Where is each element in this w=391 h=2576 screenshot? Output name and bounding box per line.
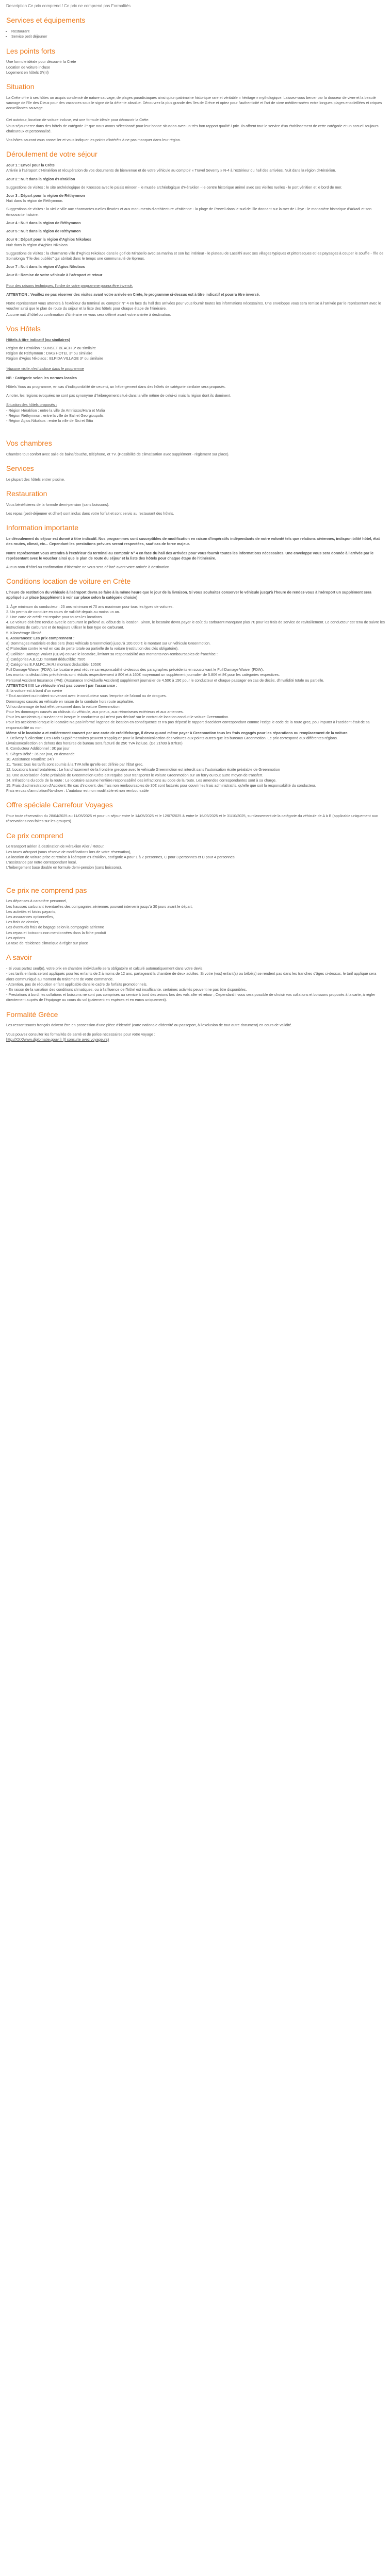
list-item: Full Damage Waiver (FDW): Le locataire peut réduire sa responsabilité ci-dessus des paragraphes précédents en souscrivant le Full Damage Waiver (FDW). <box>6 667 264 672</box>
services2-paragraph: Le plupart des hôtels entrer piscine. <box>6 477 65 482</box>
list-item: La location de voiture prise et remise à l'aéroport d'Héraklion, catégorie A pour 1 à 2 personnes, C pour 3 personnes et D pour 4 personnes. <box>6 854 236 859</box>
list-item: 13. Une autorisation écrite préalable de Greenmotion Crète est requise pour transporter le voiture Greenmotion sur un ferry ou tout autre moyen de transfert. <box>6 772 264 777</box>
list-item: L'assistance par notre correspondant local, <box>6 860 77 865</box>
chambres-paragraph: Chambre tout confort avec salle de bains/douche, téléphone, et TV. (Possibilité de climatisation avec supplément - règlement sur place). <box>6 451 230 456</box>
list-item: - Attention, pas de réduction enfant applicable dans le cadre de forfaits promotionnels. <box>6 981 148 987</box>
list-item: Livraison/collection en dehors des horaires de bureau sera facturé de 25€ TVA incluse. (De 21h00 à 07h30) <box>6 741 183 746</box>
day-head: Jour 8 : Remise de votre véhicule à l'aéroport et retour <box>6 273 103 278</box>
day-head: Jour 2 : Nuit dans la région d'Héraklion <box>6 176 75 181</box>
location-intro: L'heure de restitution du véhicule à l'aéroport devra se faire à la même heure que le jour de la livraison. Si vous souhaitez conserver le véhicule jusqu'à l'heure de rendez-vous à l'aéroport un supplément sera appliqué sur place (supplément à voir sur place selon la catégorie choisie) <box>6 590 371 600</box>
info-paragraph: Aucun nom d'hôtel ou confirmation d'itinéraire ne vous sera délivré avant votre arrivée à destination. <box>6 565 170 570</box>
services-title: Services et équipements <box>6 16 86 25</box>
list-item: Pour les accidents lorsque le locataire n'a pas informé l'agence de location en conséquence et n'a pas déposé le rapport d'accident correspondant comme l'exige le code de la route grec, pou imputer à l'accident était de sa responsabilité ou non. <box>6 720 370 730</box>
list-item: 12. Locations transfrontalières : Le franchissement de la frontière grecque avec le véhicule Greenmotion est interdit sans l'autorisation écrite préalable de Greenmotion <box>6 767 280 772</box>
list-item: Les dépenses à caractère personnel, <box>6 899 68 904</box>
list-item: Région de Héraklion : SUNSET BEACH 3* ou similaire <box>6 345 96 350</box>
day-item <box>6 229 385 234</box>
list-item: Vol ou dommage de tout effet personnel dans la voiture Greenmotion <box>6 704 120 709</box>
list-item: 3. Une carte de crédit est requise pour toutes les locations. <box>6 615 103 620</box>
day-head: Jour 3 : Départ pour la région de Réthymnon <box>6 193 85 198</box>
savoir-title: A savoir <box>6 953 32 962</box>
day-item <box>6 177 385 190</box>
list-item: Les hausses carburant éventuelles des compagnies aériennes pouvant intervenir jusqu'à 30 jours avant le départ, <box>6 904 193 909</box>
list-item: Pour les accidents qui surviennent lorsque le conducteur qui m'est pas déclaré sur le contrat de location conduit le voiture Greenmotion. <box>6 715 230 720</box>
restauration-paragraph: Les repas (petit-déjeuner et dîner) sont inclus dans votre forfait et sont servis au restaurant des hôtels. <box>6 511 174 516</box>
day-text: Arrivée à l'aéroport d'Héraklion et récupération de vos documents de bienvenue et de votre véhicule au comptoir « Travel Seventy » N-4 à l'extérieur du hall des arrivées. Nuit dans la région d'Héraklion. <box>6 168 336 173</box>
hotels-paragraph: A noter, les régions évoquées ne sont pas synonyme d'hébergement situé dans la ville même de celui-ci mais la région dont ils dominent. <box>6 393 232 398</box>
info-title: Information importante <box>6 523 79 532</box>
day-text: Suggestions de visites : la charmante ville d'Aghios Nikolaos dans le golf de Mirabello avec sa marina et son lac intérieur - le plateau de Lassithi avec ses villages typiques et pittoresques et les paysages à couper le souffle - l'île de Spinalonga "l'île des oubliés" qui abritait dans le temps une communauté de lépreux. <box>6 250 384 261</box>
location-title: Conditions location de voiture en Crète <box>6 577 131 586</box>
day-head: Jour 5 : Nuit dans la région de Réthymnon <box>6 229 81 234</box>
day-text: Nuit dans la région d'Aghios Nikolaos. <box>6 242 69 247</box>
necomprend-title: Ce prix ne comprend pas <box>6 886 87 894</box>
hotels-note: *Aucune visite n'est incluse dans le programme <box>6 366 84 371</box>
offre-paragraph: Pour toute réservation du 28/04/2025 au 11/05/2025 et pour un séjour entre le 14/05/2025 et le 12/07/2025 & entre le 16/09/2025 et le 31/10/2025, surclassement de la catégorie du véhicule de A à B (applicable uniquement aux réservations non faites sur les groupes). <box>6 814 378 824</box>
list-item: - Région Héraklion : entre la ville de Amnissos/Hara et Malia <box>6 408 105 413</box>
list-item: - Région Réthymnon : entre la ville de Bali et Georgioupolis <box>6 413 104 418</box>
deroulement-paragraph: Notre représentant vous attendra à l'extérieur du terminal au comptoir N° 4 en face du hall des arrivées pour vous fournir toutes les informations nécessaires. Une enveloppe vous sera remise à l'arrivée par le représentant avec le voucher ainsi que le plan de route du séjour et la liste des hôtels pour chaque étape de l'itinéraire. <box>6 301 381 311</box>
list-item: 15. Frais d'administration d'Accident: En cas d'incident, des frais non remboursables de 30€ sont facturés pour couvrir les frais administratifs, qu'elle que soit la responsabilité du conducteur. <box>6 783 316 788</box>
hotels-list <box>6 346 385 362</box>
situation-paragraph: Vous séjournerez dans des hôtels de catégorie 3* que nous avons sélectionné pour leur bonne situation avec un très bon rapport qualité / prix. Ils offrent tout le service d'un établissement de cette catégorie et un accueil toujours chaleureux et personnalisé. <box>6 123 379 133</box>
list-item: Les options <box>6 935 25 940</box>
list-item: 11. Taxes: tous les tarifs sont soumis à la TVA telle qu'elle est définie par l'État grec. <box>6 762 143 767</box>
day-item <box>6 221 385 226</box>
list-item: - En raison de la variation des conditions climatiques, ou à l'affluence de l'hôtel est insuffisante, certaines activités peuvent ne pas être disponibles. <box>6 987 247 992</box>
list-item: 2. Un permis de conduire en cours de validité depuis au moins un an. <box>6 609 120 614</box>
situation-title: Situation <box>6 82 35 91</box>
savoir-list <box>6 966 385 1003</box>
list-item: 9. Sièges Bébé : 3€ par jour, en demande <box>6 751 75 756</box>
list-item: 5. Kilométrage illimité. <box>6 630 43 635</box>
list-item: 1. Âge minimum du conducteur : 23 ans minimum et 70 ans maximum pour tous les types de voitures. <box>6 604 174 609</box>
list-item: • Service petit déjeuner <box>11 34 385 39</box>
hotels-situation-title: Situation des hôtels proposés : <box>6 402 57 408</box>
deroulement-paragraph: Aucune nuit d'hôtel ou confirmation d'itinéraire ne vous sera délivré avant votre arrivée à destination. <box>6 312 171 317</box>
list-item: Les repas et boissons non mentionnées dans la fiche produit <box>6 930 106 935</box>
formalite-paragraph: Les ressortissants français doivent être en possession d'une pièce d'identité (carte nationale d'identité ou passeport, à l'exclusion de tout autre document) en cours de validité. <box>6 1023 292 1028</box>
location-list <box>6 604 385 794</box>
services2-title: Services <box>6 464 34 473</box>
list-item: - Prestations à bord: les collations et boissons ne sont pas comprises au service à bord des avions lors des vols aller et retour ; Cependant il vous sera possible de choisir vos collations et boissons proposés à la carte, à régler directement auprès de l'équipage au cours du vol (paiement en espèces et en euros uniquement). <box>6 992 376 1003</box>
list-item: Personal Accident Insurance (PAI): (Assurance Individuelle Accident) supplément journalier de 4.50€ à 15€ pour le conducteur et chaque passager en cas de décès, d'invalidité totale ou partielle. <box>6 677 324 683</box>
list-item: 4. Le voiture doit être rendue avec le carburant le prélevé au début de la location. Sinon, le locataire devra payer le coût du carburant manquant plus 7€ pour les frais de service de ravitaillement. Le conducteur est tenu de suivre les instructions de carburant et de toujours utiliser le bon type de carburant. <box>6 620 385 630</box>
comprend-title: Ce prix comprend <box>6 831 63 840</box>
hotels-nb: NB : Catégorie selon les normes locales <box>6 375 77 380</box>
day-item <box>6 207 385 217</box>
list-item: ATTENTION !!!!! Le véhicule n'est pas couvert par l'assurance : <box>6 683 118 688</box>
deroulement-title: Déroulement de votre séjour <box>6 150 97 159</box>
breadcrumb-text[interactable]: Description Ce prix comprend / Ce prix ne comprend pas Formalités <box>6 4 131 8</box>
situation-paragraph: Cet autotour, location de voiture incluse, est une formule idéale pour découvrir la Crète. <box>6 117 150 122</box>
list-item: 7. Delivery /Collection: Des Frais Supplémentaires peuvent s'appliquer pour la livraison/collection des voitures aux points autres que les bureaux Greenmotion. Le prix correspond aux différentes régions. <box>6 736 338 741</box>
breadcrumb[interactable] <box>6 3 385 9</box>
list-item: Les frais de dossier, <box>6 920 39 925</box>
list-item: - Si vous partez seul(e), votre prix en chambre individuelle sera obligatoire et calculé automatiquement dans votre devis. <box>6 966 204 971</box>
situation-paragraph: La Crète offre à ses hôtes un acquis condensé de nature sauvage, de plages paradisiaques ainsi qu'un patrimoine historique rare et véritable « héritage » mythologique. Laissez-vous bercer par la douceur de vivre et la beauté sauvage de l'île des Dieux pour des vacances sous le signe de la détente absolue. Découvrez la plus grande des îles de Grèce et optez pour l'authenticité et l'art de vivre méditerranéen entre longues plages ensoleillées et criques accueillantes sauvage. <box>6 95 382 111</box>
day-text: Suggestions de visites : le site archéologique de Knossos avec le palais minoen - le musée archéologique d'Héraklion - le centre historique animé avec ses vieilles ruelles - le port vénitien et le bord de mer. <box>6 184 343 190</box>
day-item <box>6 251 385 261</box>
hotels-title: Vos Hôtels <box>6 324 41 333</box>
list-item: - Région Agios Nikolaos : entre la ville de Sisi et Sitia <box>6 418 93 423</box>
day-text: Suggestions de visites : la vieille ville aux charmantes ruelles fleuries et aux monuments d'architecture vénitienne - la plage de Preveli dans le sud de l'île donnant sur la mer de Libye - le monastère historique d'Arkadi et son émouvante histoire. <box>6 207 372 217</box>
list-item: Les éventuels frais de bagage selon la compagnie aérienne <box>6 925 104 930</box>
list-item: La taxe de résidence climatique à régler sur place <box>6 941 88 946</box>
forts-title: Les points forts <box>6 46 55 55</box>
list-item: - Les tarifs enfants seront appliqués pour les enfants de 2 à moins de 12 ans, partageant la chambre de deux adultes. Si votre (vos) enfant(s) ou bébé(s) se rendent pas dans les tranches d'âges ci-dessus, le tarif appliqué sera alors communiqué au moment du traitement de votre commande. <box>6 971 377 981</box>
list-item: • Restaurant <box>11 29 385 34</box>
day-item <box>6 273 385 278</box>
day-list <box>6 163 385 278</box>
list-item: * Tout accident ou incident survenant avec le conducteur sous l'emprise de l'alcool ou de drogues. <box>6 693 167 699</box>
list-item: L'hébergement base double en formule demi-pension (sans boissons). <box>6 865 122 870</box>
comprend-list <box>6 844 385 870</box>
list-item: Les montants déductibles précédents sont réduits respectivement à 80€ et à 160€ moyennant un supplément journalier de 5.80€ et 8€ pour les catégories respectives. <box>6 672 280 677</box>
list-item: d) Collision Damage Waiver (CDW) couvre le locataire, limitant sa responsabilité aux montants non-remboursables de franchise : <box>6 651 218 656</box>
formalite-paragraph: Vous pouvez consulter les formalités de santé et de police nécessaires pour votre voyage : <box>6 1031 155 1037</box>
list-item: Les activités et loisirs payants, <box>6 909 57 914</box>
list-item: Une formule idéale pour découvrir la Crète <box>6 59 76 64</box>
day-item <box>6 264 385 269</box>
necomprend-list <box>6 899 385 946</box>
list-item: Dommages causés au véhicule en raison de la conduite hors route asphaltée. <box>6 699 134 704</box>
day-text: Nuit dans la région de Réthymnon. <box>6 198 63 204</box>
day-head: Jour 7 : Nuit dans la région d'Agios Nikolaos <box>6 264 85 269</box>
list-item: c) Protection contre le vol en cas de perte totale ou partielle de la voiture (restitution des clés obligatoire). <box>6 646 178 651</box>
list-item: Le transport aérien à destination de Héraklion Aller / Retour, <box>6 844 105 849</box>
restauration-paragraph: Vous bénéficierez de la formule demi-pension (sans boissons). <box>6 502 109 507</box>
list-item: 6. Assurances: Les prix comprennent : <box>6 635 75 640</box>
day-item <box>6 163 385 173</box>
chambres-title: Vos chambres <box>6 439 52 448</box>
day-head: Jour 6 : Départ pour la région d'Aghios Nikolaos <box>6 237 92 242</box>
list-item: Fraiz en cas d'annulation/No-show : L'autotour est non modifiable et non remboursable <box>6 788 149 793</box>
formalite-link[interactable]: http://XXX/www.diplomatie.gouv.fr (Il consulte avec voyageurs) <box>6 1037 109 1042</box>
list-item: 8. Conducteur Additionnel : 3€ par jour <box>6 746 70 751</box>
formalite-title: Formalité Grèce <box>6 1010 58 1019</box>
list-item: Les taxes aéroport (sous réserve de modifications lors de votre réservation), <box>6 849 132 854</box>
page <box>0 0 391 1051</box>
list-item: Même si le locataire a et entièrement couvert par une carte de crédit/charge, il devra quand même payer à Greenmotion tous les frais engagés pour les réparations ou remplacement de la voiture. <box>6 730 349 735</box>
forts-list <box>6 59 385 75</box>
restauration-title: Restauration <box>6 489 47 498</box>
hotels-situation-list <box>6 408 385 424</box>
list-item: Les assurances optionnelles, <box>6 914 54 920</box>
info-paragraph: Notre représentant vous attendra à l'extérieur du terminal au comptoir N° 4 en face du hall des arrivées pour vous fournir toutes les informations nécessaires. Une enveloppe vous sera donnée à l'arrivée par le représentant avec le voucher ainsi que le plan de route du séjour et la liste des hôtels pour chaque étape de l'itinéraire. <box>6 550 374 561</box>
hotels-paragraph: Hôtels Vous au programme, en cas d'indisponibilité de ceux-ci, un hébergement dans des hôtels de catégorie similaire sera proposés. <box>6 384 226 389</box>
hotels-subtitle: Hôtels à titre indicatif (ou similaires) <box>6 337 70 342</box>
list-item: Pour les dommages causés au châssis du véhicule, aux pneus, aux rétroviseurs extérieurs et aux antennes. <box>6 709 184 714</box>
day-head: Jour 4 : Nuit dans la région de Réthymnon <box>6 220 81 225</box>
list-item: Région d'Agios Nikolaos : ELPIDA VILLAGE 3* ou similaire <box>6 356 103 361</box>
situation-paragraph: Vos hôtes sauront vous conseiller et vous indiquer les points d'intérêts à ne pas manquer dans leur région. <box>6 138 181 143</box>
services-list <box>6 29 385 39</box>
list-item: Location de voiture incluse <box>6 64 51 70</box>
list-item: 10. Assistance Routière: 24/7 <box>6 756 55 761</box>
deroulement-attention: ATTENTION : Veuillez ne pas réserver des visites avant votre arrivée en Crète, le programme ci-dessus est à titre indicatif et pourra être inversé. <box>6 292 260 297</box>
list-item: 14. Infractions du code de la route : Le locataire assume l'entière responsabilité des infractions au code de la route. Les amendes correspondantes sont à sa charge. <box>6 777 276 783</box>
info-paragraph: Le déroulement du séjour est donné à titre indicatif. Nos programmes sont susceptibles de modification en raison d'impératifs indépendants de notre volonté tels que relations aériennes, indisponibilité hôtel, état des routes, climat, etc... Cependant les prestations prévues seront respectées, sauf cas de force majeur. <box>6 536 380 547</box>
day-item <box>6 237 385 247</box>
day-item <box>6 193 385 204</box>
day-head: Jour 1 : Envol pour la Crète <box>6 163 55 168</box>
list-item: 1) Catégories A,B,C,D montant déductible: 750€ <box>6 656 86 662</box>
offre-title: Offre spéciale Carrefour Voyages <box>6 801 113 809</box>
list-item: Logement en hôtels 3*(nl) <box>6 70 49 75</box>
list-item: Si la voiture est à bord d'un navire <box>6 688 62 693</box>
list-item: 2) Catégories E,F,M,FC,JH,R,I montant déductible: 1050€ <box>6 662 101 667</box>
deroulement-note: Pour des raisons techniques, l'ordre de votre programme pourra être inversé. <box>6 283 133 288</box>
list-item: a) Dommages matériels et des tiers (hors véhicule Greenmotion) jusqu'à 100.000 € le montant sur un véhicule Greenmotion. <box>6 641 211 646</box>
list-item: Région de Réthymnon : DIAS HOTEL 3* ou similaire <box>6 351 93 355</box>
